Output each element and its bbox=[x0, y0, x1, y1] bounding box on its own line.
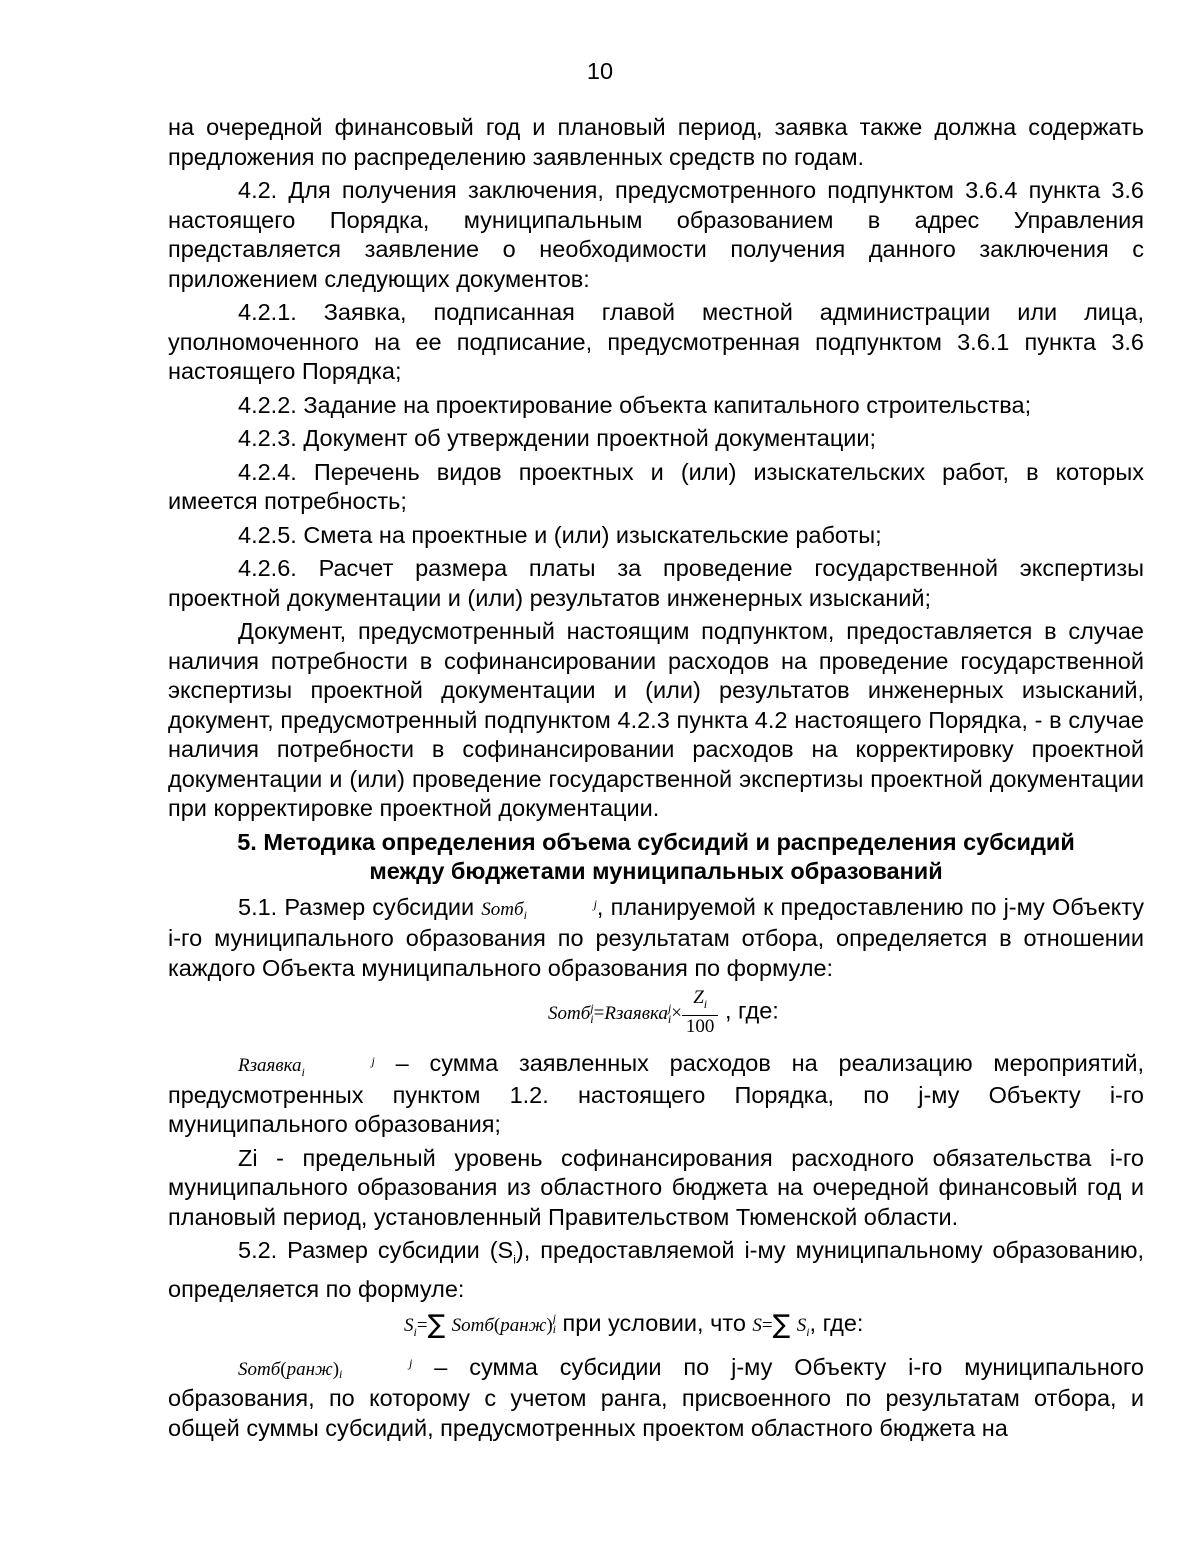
paragraph-5-1: 5.1. Размер субсидии Sотб j i , планируемой к предоставлению по j-му Объекту i-го муниципального образования по результатам отбора, определяется в отношении каждого Объекта муниципального образования по формуле: bbox=[168, 893, 1145, 981]
paragraph-5-2: 5.2. Размер субсидии $(S_i)$, предоставляемой i-му муниципальному образованию, определяется по формуле: bbox=[168, 1237, 1144, 1303]
formula-2: $S_i=\sum$ Sотб(ранж)j i при условии, что S=∑ $S_i$, где: bbox=[404, 1309, 864, 1340]
heading-line: 5. Методика определения объема субсидий и распределения субсидий bbox=[237, 828, 1075, 855]
paragraph: 4.2. Для получения заключения, предусмотренного подпунктом 3.6.4 пункта 3.6 настоящего Порядка, муниципальным образованием в адрес Управления представляется заявление о необходимости получения данного заключения с приложением следующих документов: bbox=[168, 177, 1144, 292]
page-number: 10 bbox=[586, 58, 614, 84]
definition-zi: Zi - предельный уровень софинансирования расходного обязательства i-го муниципального образования из областного бюджета на очередной финансовый год и плановый период, установленный Правительством Тюменской области. bbox=[168, 1144, 1144, 1230]
math-somb: Sотб j i bbox=[481, 897, 597, 923]
heading-line: между бюджетами муниципальных образований bbox=[369, 858, 943, 884]
formula-1: Sотбj i=Rзаявкаj i× $\frac{Z_i}{100}$ , где: bbox=[548, 987, 779, 1037]
definition-rzayavka: Rзаявка j i – сумма заявленных расходов на реализацию мероприятий, предусмотренных пунктом 1.2. настоящего Порядка, по j-му Объекту i-го муниципального образования; bbox=[168, 1050, 1144, 1137]
section-heading bbox=[168, 828, 1144, 887]
paragraph: 4.2.6. Расчет размера платы за проведение государственной экспертизы проектной документации и (или) результатов инженерных изысканий; bbox=[168, 555, 1144, 611]
definition-somb-ranzh: Sотб(ранж) j i – сумма субсидии по j-му Объекту i-го муниципального образования, по которому с учетом ранга, присвоенного по результатам отбора, и общей суммы субсидий, предусмотренных проектом областного бюджета на bbox=[168, 1353, 1144, 1441]
document-body bbox=[168, 113, 1144, 1447]
paragraph: Документ, предусмотренный настоящим подпунктом, предоставляется в случае наличия потребности в софинансировании расходов на проведение государственной экспертизы проектной документации и (или) результатов инженерных изысканий, документ, предусмотренный подпунктом 4.2.3 пункта 4.2 настоящего Порядка, - в случае наличия потребности в софинансировании расходов на корректировку проектной документации и (или) проведение государственной экспертизы проектной документации при корректировке проектной документации. bbox=[168, 618, 1144, 821]
paragraph: 4.2.3. Документ об утверждении проектной документации; bbox=[238, 425, 877, 451]
paragraph: 4.2.1. Заявка, подписанная главой местной администрации или лица, уполномоченного на ее подписание, предусмотренная подпунктом 3.6.1 пункта 3.6 настоящего Порядка; bbox=[168, 299, 1144, 384]
paragraph: 4.2.2. Задание на проектирование объекта капитального строительства; bbox=[238, 391, 1032, 418]
paragraph: на очередной финансовый год и плановый период, заявка также должна содержать предложения по распределению заявленных средств по годам. bbox=[168, 114, 1144, 170]
fraction: $\frac{Z_i}{100}$ bbox=[682, 987, 719, 1038]
paragraph: 4.2.4. Перечень видов проектных и (или) изыскательских работ, в которых имеется потребность; bbox=[168, 458, 1144, 514]
paragraph: 4.2.5. Смета на проектные и (или) изыскательские работы; bbox=[238, 521, 882, 548]
